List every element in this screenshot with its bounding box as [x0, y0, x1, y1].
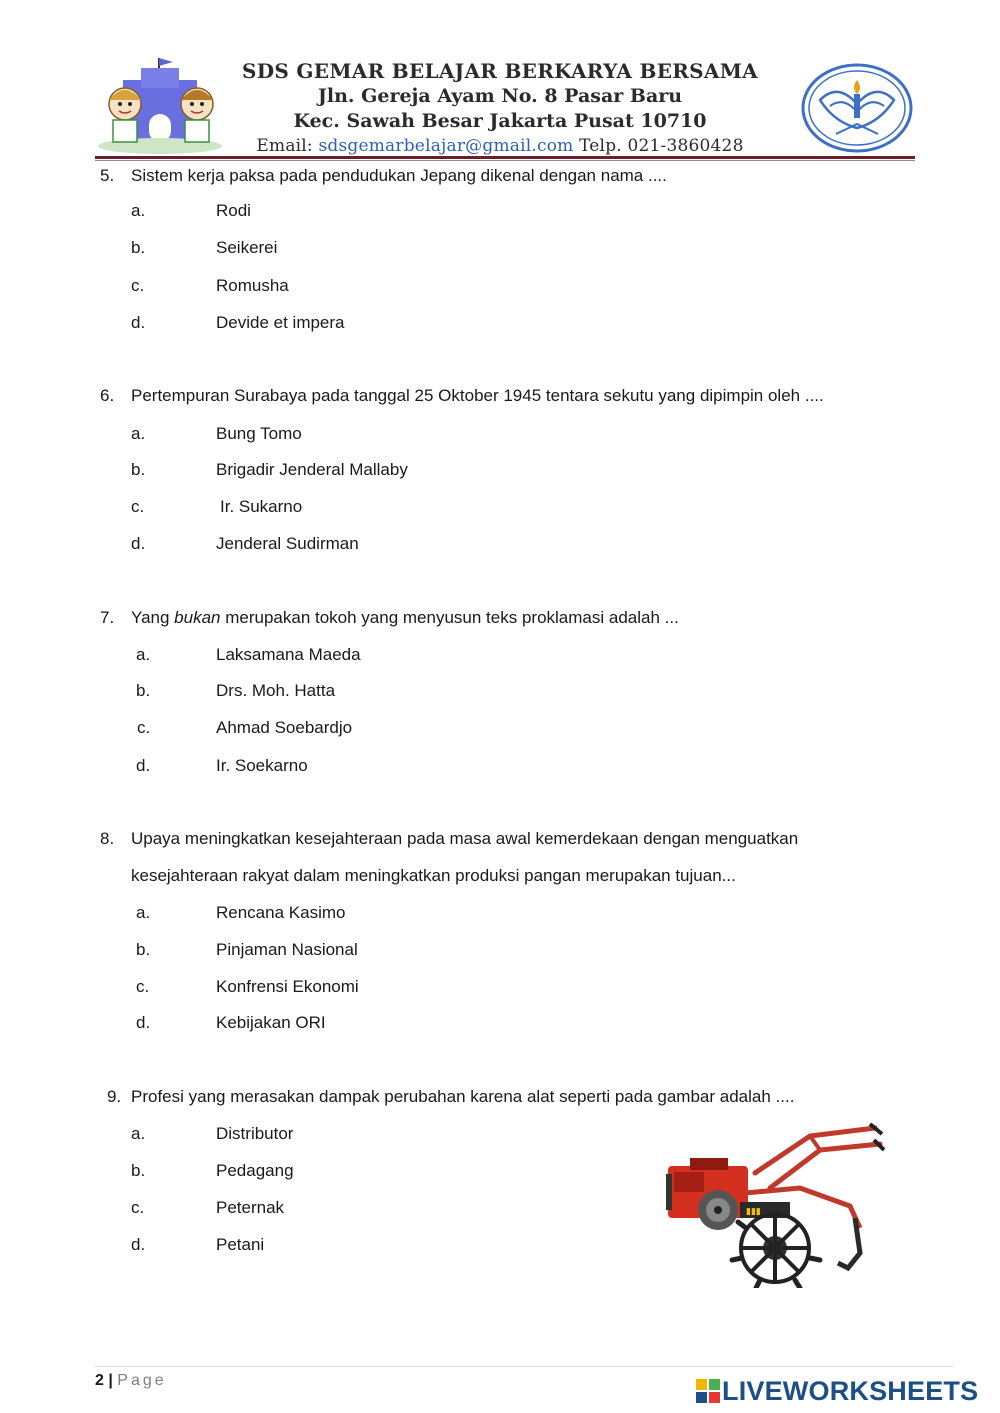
- hand-tractor-icon: [660, 1118, 885, 1288]
- option-letter: d.: [136, 1013, 151, 1032]
- answer-option[interactable]: Devide et impera: [216, 313, 345, 332]
- question-number: 7.: [100, 608, 115, 627]
- option-letter: c.: [131, 1198, 145, 1217]
- option-letter: d.: [136, 756, 151, 775]
- answer-option[interactable]: Rodi: [216, 201, 251, 220]
- phone-number: Telp. 021-3860428: [579, 136, 744, 156]
- header-divider-thin: [95, 160, 915, 161]
- option-letter: b.: [131, 460, 146, 479]
- option-letter: d.: [131, 313, 146, 332]
- option-letter: b.: [136, 940, 151, 959]
- answer-option[interactable]: Pinjaman Nasional: [216, 940, 358, 959]
- answer-option[interactable]: Kebijakan ORI: [216, 1013, 326, 1032]
- answer-option[interactable]: Pedagang: [216, 1161, 294, 1180]
- question-number: 5.: [100, 166, 115, 185]
- question-text-continued: kesejahteraan rakyat dalam meningkatkan produksi pangan merupakan tujuan...: [131, 866, 736, 885]
- answer-option[interactable]: Brigadir Jenderal Mallaby: [216, 460, 408, 479]
- liveworksheets-logo-icon: [696, 1379, 720, 1403]
- answer-option[interactable]: Drs. Moh. Hatta: [216, 681, 336, 700]
- answer-option[interactable]: Laksamana Maeda: [216, 645, 361, 664]
- tut-wuri-handayani-emblem-icon: [800, 62, 914, 154]
- option-letter: b.: [131, 238, 146, 257]
- option-letter: a.: [131, 424, 146, 443]
- svg-text:▮▮▮: ▮▮▮: [746, 1207, 761, 1217]
- school-name: SDS GEMAR BELAJAR BERKARYA BERSAMA: [242, 59, 758, 83]
- answer-option[interactable]: Rencana Kasimo: [216, 903, 346, 922]
- option-letter: b.: [136, 681, 151, 700]
- answer-option[interactable]: Distributor: [216, 1124, 294, 1143]
- option-letter: a.: [136, 903, 151, 922]
- question-number: 6.: [100, 386, 115, 405]
- page-word: Page: [117, 1372, 167, 1389]
- page-footer: [95, 1371, 167, 1391]
- answer-option[interactable]: Ahmad Soebardjo: [216, 718, 353, 737]
- question-text-pre: Yang: [131, 608, 175, 627]
- option-letter: d.: [131, 1235, 146, 1254]
- liveworksheets-brand[interactable]: [696, 1376, 978, 1406]
- question-text: Upaya meningkatkan kesejahteraan pada masa awal kemerdekaan dengan menguatkan: [131, 829, 799, 848]
- answer-option[interactable]: Ir. Soekarno: [216, 756, 308, 775]
- answer-option[interactable]: Romusha: [216, 276, 289, 295]
- option-letter: a.: [131, 201, 146, 220]
- option-letter: a.: [136, 645, 151, 664]
- question-text-emphasis: bukan: [174, 608, 221, 627]
- contact-line: [215, 134, 785, 158]
- question-text: Sistem kerja paksa pada pendudukan Jepang dikenal dengan nama ....: [131, 166, 667, 185]
- question-number: 8.: [100, 829, 115, 848]
- brand-name: LIVEWORKSHEETS: [722, 1375, 979, 1406]
- footer-divider: [95, 1366, 953, 1367]
- option-letter: c.: [131, 276, 145, 295]
- option-letter: c.: [131, 497, 145, 516]
- answer-option[interactable]: Seikerei: [216, 238, 278, 257]
- answer-option[interactable]: Bung Tomo: [216, 424, 302, 443]
- option-letter: c.: [137, 718, 151, 737]
- email-label: Email:: [256, 136, 313, 156]
- answer-option[interactable]: Konfrensi Ekonomi: [216, 977, 359, 996]
- question-text: [131, 608, 679, 628]
- question-text: Profesi yang merasakan dampak perubahan karena alat seperti pada gambar adalah ....: [131, 1087, 795, 1106]
- email-address[interactable]: sdsgemarbelajar@gmail.com: [318, 136, 574, 156]
- answer-option[interactable]: Peternak: [216, 1198, 285, 1217]
- option-letter: b.: [131, 1161, 146, 1180]
- question-number: 9.: [107, 1087, 122, 1106]
- address-line-2: Kec. Sawah Besar Jakarta Pusat 10710: [293, 110, 707, 132]
- option-letter: c.: [136, 977, 150, 996]
- letterhead: [0, 0, 1000, 162]
- school-building-children-logo-icon: [95, 58, 225, 156]
- question-text-post: merupakan tokoh yang menyusun teks proklamasi adalah ...: [220, 608, 679, 627]
- address-line-1: Jln. Gereja Ayam No. 8 Pasar Baru: [317, 85, 683, 107]
- page-separator: |: [108, 1372, 113, 1389]
- answer-option[interactable]: Jenderal Sudirman: [216, 534, 359, 553]
- page-number: 2: [95, 1372, 104, 1389]
- question-text: Pertempuran Surabaya pada tanggal 25 Oktober 1945 tentara sekutu yang dipimpin oleh ....: [131, 386, 824, 405]
- school-info: [215, 58, 785, 158]
- option-letter: d.: [131, 534, 146, 553]
- answer-option[interactable]: Petani: [216, 1235, 265, 1254]
- option-letter: a.: [131, 1124, 146, 1143]
- header-divider: [95, 156, 915, 159]
- answer-option[interactable]: Ir. Sukarno: [220, 497, 303, 516]
